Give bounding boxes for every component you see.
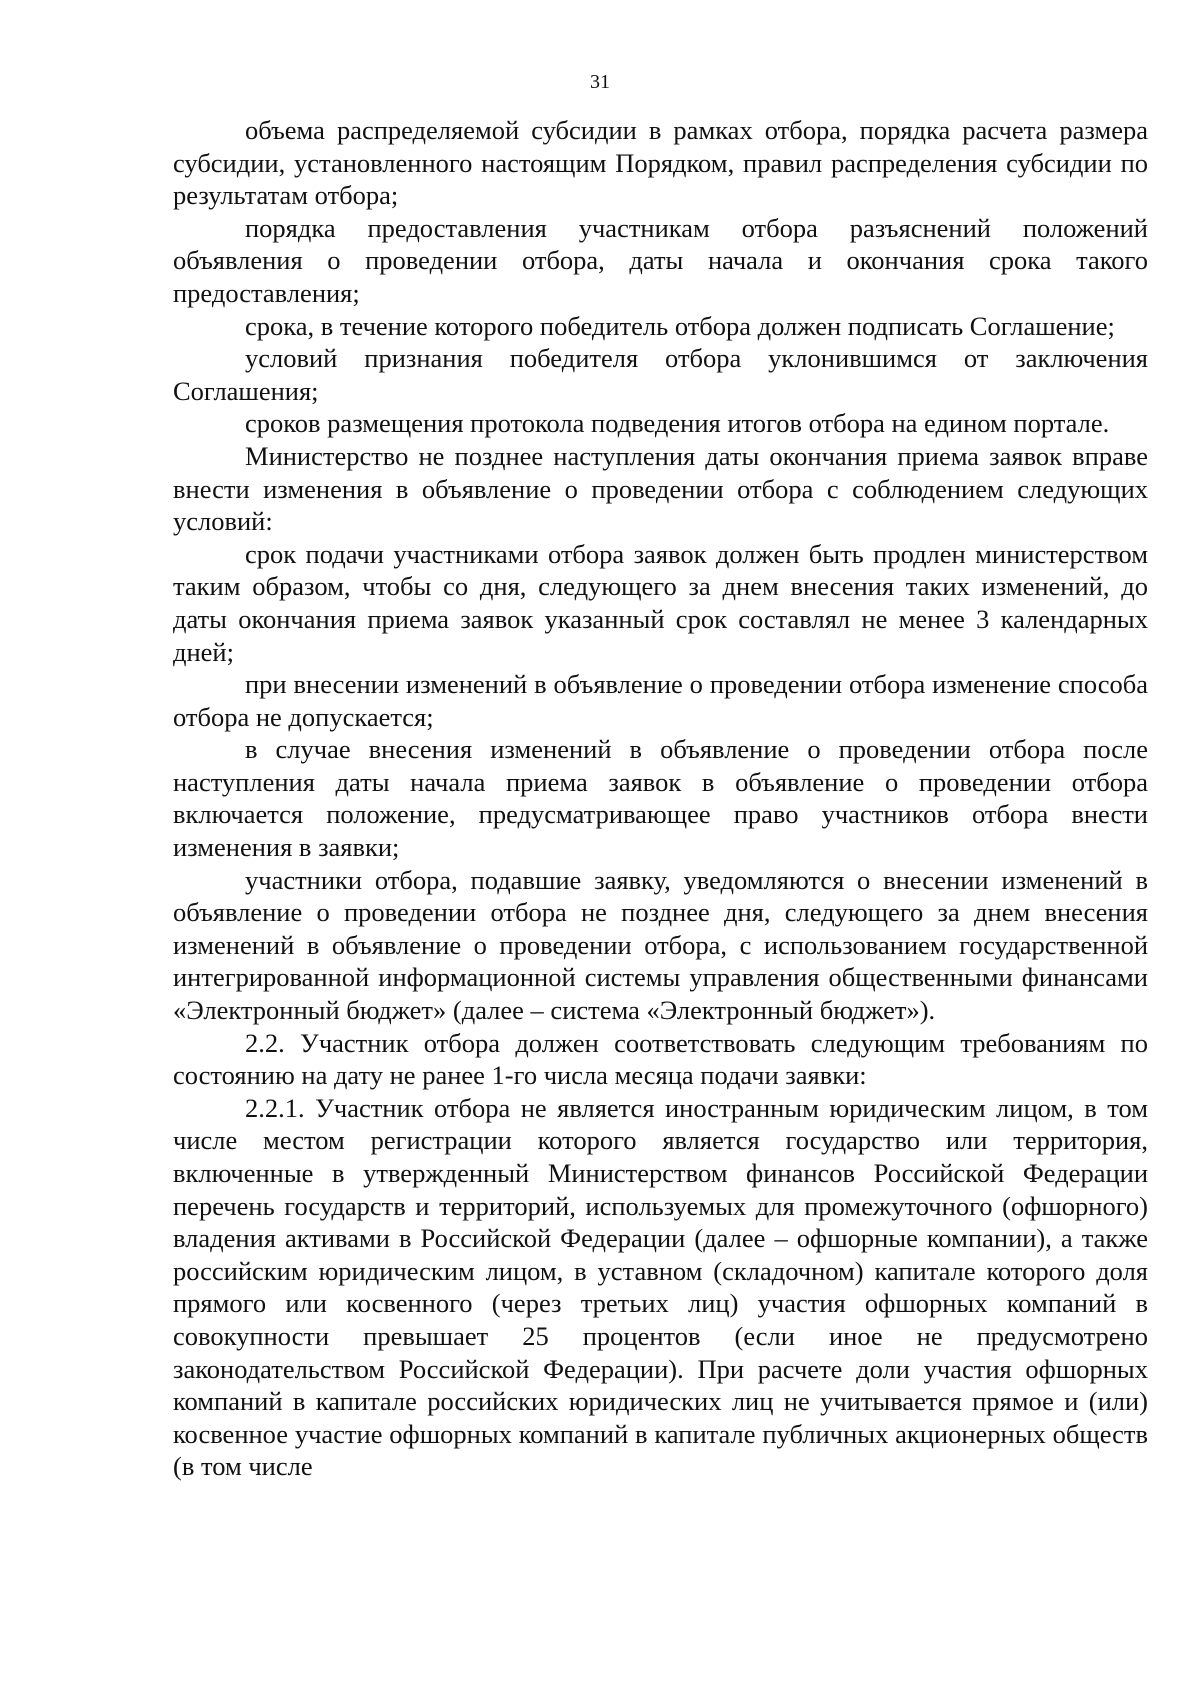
- paragraph-participant-notification: участники отбора, подавшие заявку, уведомляются о внесении изменений в объявление о проведении отбора не позднее дня, следующего за днем внесения изменений в объявление о проведении отбора, с использованием государственной интегрированной информационной системы управления общественными финансами «Электронный бюджет» (далее – система «Электронный бюджет»).: [173, 864, 1148, 1026]
- paragraph-deadline-extension: срок подачи участниками отбора заявок должен быть продлен министерством таким образом, чтобы со дня, следующего за днем внесения таких изменений, до даты окончания приема заявок указанный срок составлял не менее 3 календарных дней;: [173, 538, 1148, 667]
- paragraph-protocol-placement: сроков размещения протокола подведения итогов отбора на едином портале.: [245, 408, 1110, 439]
- document-body: [173, 114, 1148, 1483]
- paragraph-evasion-conditions: условий признания победителя отбора уклонившимся от заключения Соглашения;: [173, 343, 1148, 406]
- paragraph-method-unchanged: при внесении изменений в объявление о проведении отбора изменение способа отбора не допускается;: [173, 669, 1148, 732]
- paragraph-subsidy-volume: объема распределяемой субсидии в рамках отбора, порядка расчета размера субсидии, установленного настоящим Порядком, правил распределения субсидии по результатам отбора;: [173, 115, 1148, 211]
- paragraph-clarifications: порядка предоставления участникам отбора разъяснений положений объявления о проведении отбора, даты начала и окончания срока такого предоставления;: [173, 212, 1148, 308]
- page-number: 31: [590, 71, 610, 93]
- paragraph-application-changes: в случае внесения изменений в объявление о проведении отбора после наступления даты начала приема заявок в объявление о проведении отбора включается положение, предусматривающее право участников отбора внести изменения в заявки;: [173, 734, 1148, 863]
- paragraph-section-2-2-1: 2.2.1. Участник отбора не является иностранным юридическим лицом, в том числе местом регистрации которого является государство или территория, включенные в утвержденный Министерством финансов Российской Федерации перечень государств и территорий, используемых для промежуточного (офшорного) владения активами в Российской Федерации (далее – офшорные компании), а также российским юридическим лицом, в уставном (складочном) капитале которого доля прямого или косвенного (через третьих лиц) участия офшорных компаний в совокупности превышает 25 процентов (если иное не предусмотрено законодательством Российской Федерации). При расчете доли участия офшорных компаний в капитале российских юридических лиц не учитывается прямое и (или) косвенное участие офшорных компаний в капитале публичных акционерных обществ (в том числе: [173, 1092, 1148, 1482]
- paragraph-ministry-changes: Министерство не позднее наступления даты окончания приема заявок вправе внести изменения в объявление о проведении отбора с соблюдением следующих условий:: [173, 440, 1148, 537]
- paragraph-section-2-2: 2.2. Участник отбора должен соответствовать следующим требованиям по состоянию на дату не ранее 1-го числа месяца подачи заявки:: [173, 1027, 1148, 1091]
- paragraph-signing-deadline: срока, в течение которого победитель отбора должен подписать Соглашение;: [245, 310, 1115, 341]
